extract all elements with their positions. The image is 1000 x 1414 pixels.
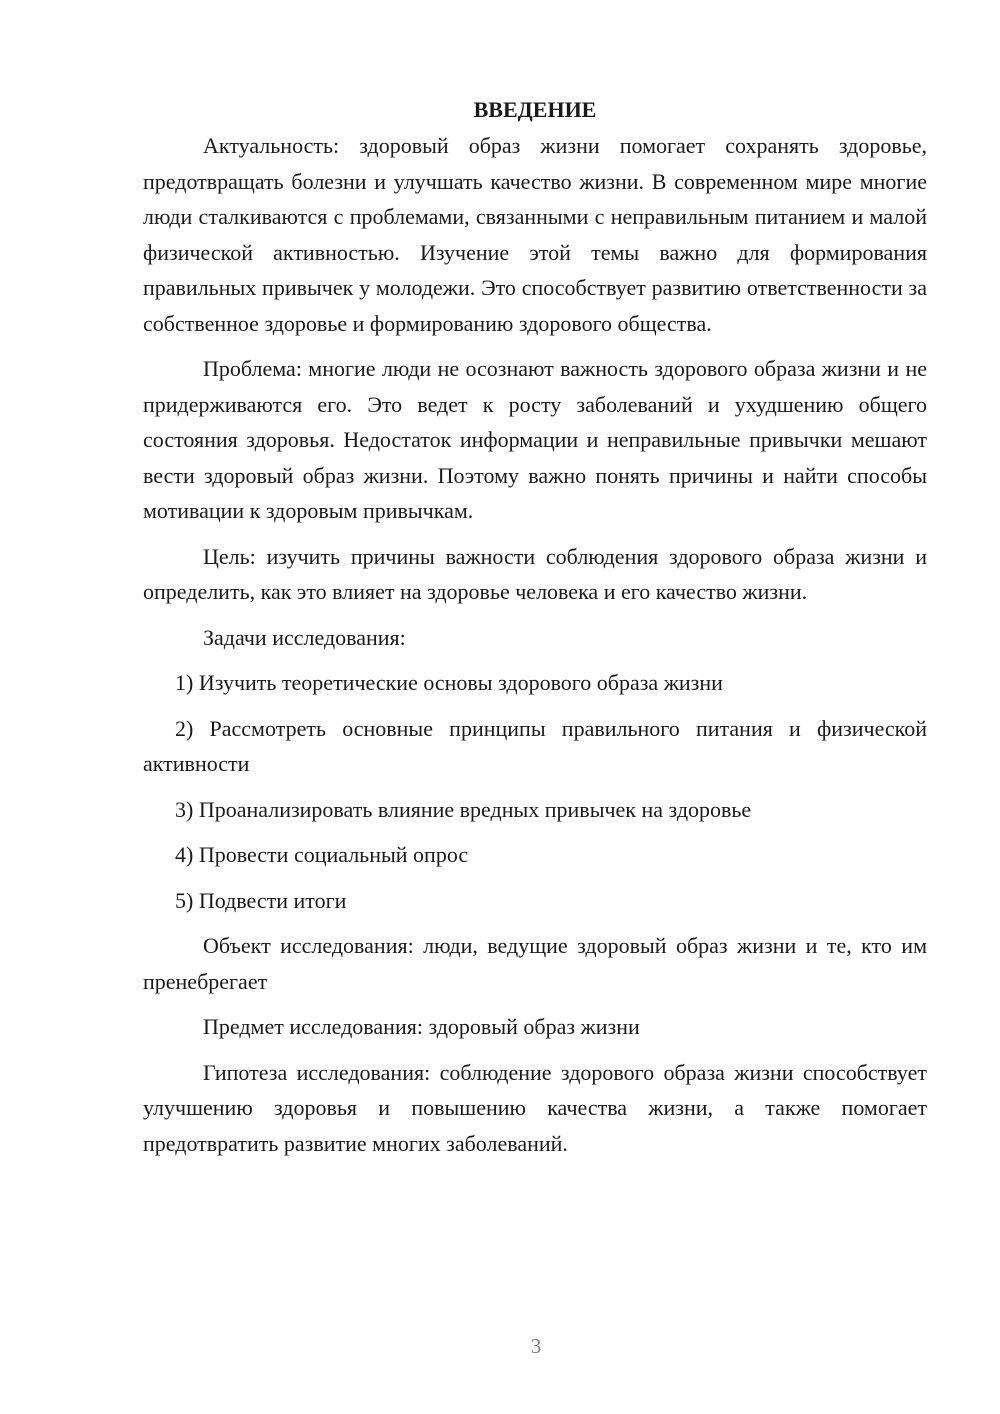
paragraph-object: Объект исследования: люди, ведущие здоровый образ жизни и те, кто им пренебрегает [143, 933, 927, 994]
paragraph-goal: Цель: изучить причины важности соблюдения здорового образа жизни и определить, как это влияет на здоровье человека и его качество жизни. [143, 543, 927, 604]
section-heading: ВВЕДЕНИЕ [473, 97, 597, 122]
paragraph-problem: Проблема: многие люди не осознают важность здорового образа жизни и не придерживаются его. Это ведет к росту заболеваний и ухудшению общего состояния здоровья. Недостаток информации и неправильные привычки мешают вести здоровый образ жизни. Поэтому важно понять причины и найти способы мотивации к здоровым привычкам. [143, 356, 927, 523]
page-number: 3 [530, 1334, 542, 1358]
task-item: 5) Подвести итоги [175, 887, 347, 913]
task-item: 3) Проанализировать влияние вредных привычек на здоровье [175, 796, 752, 822]
paragraph-tasks-heading: Задачи исследования: [203, 624, 406, 650]
task-item: 4) Провести социальный опрос [175, 842, 469, 867]
paragraph-subject: Предмет исследования: здоровый образ жизни [203, 1014, 640, 1039]
paragraph-hypothesis: Гипотеза исследования: соблюдение здорового образа жизни способствует улучшению здоровья и повышению качества жизни, а также помогает предотвратить развитие многих заболеваний. [143, 1059, 927, 1156]
task-item: 2) Рассмотреть основные принципы правильного питания и физической активности [143, 715, 927, 776]
page-body [143, 92, 927, 1161]
task-item: 1) Изучить теоретические основы здорового образа жизни [175, 670, 723, 695]
paragraph-relevance: Актуальность: здоровый образ жизни помогает сохранять здоровье, предотвращать болезни и улучшать качество жизни. В современном мире многие люди сталкиваются с проблемами, связанными с неправильным питанием и малой физической активностью. Изучение этой темы важно для формирования правильных привычек у молодежи. Это способствует развитию ответственности за собственное здоровье и формированию здорового общества. [143, 133, 927, 336]
